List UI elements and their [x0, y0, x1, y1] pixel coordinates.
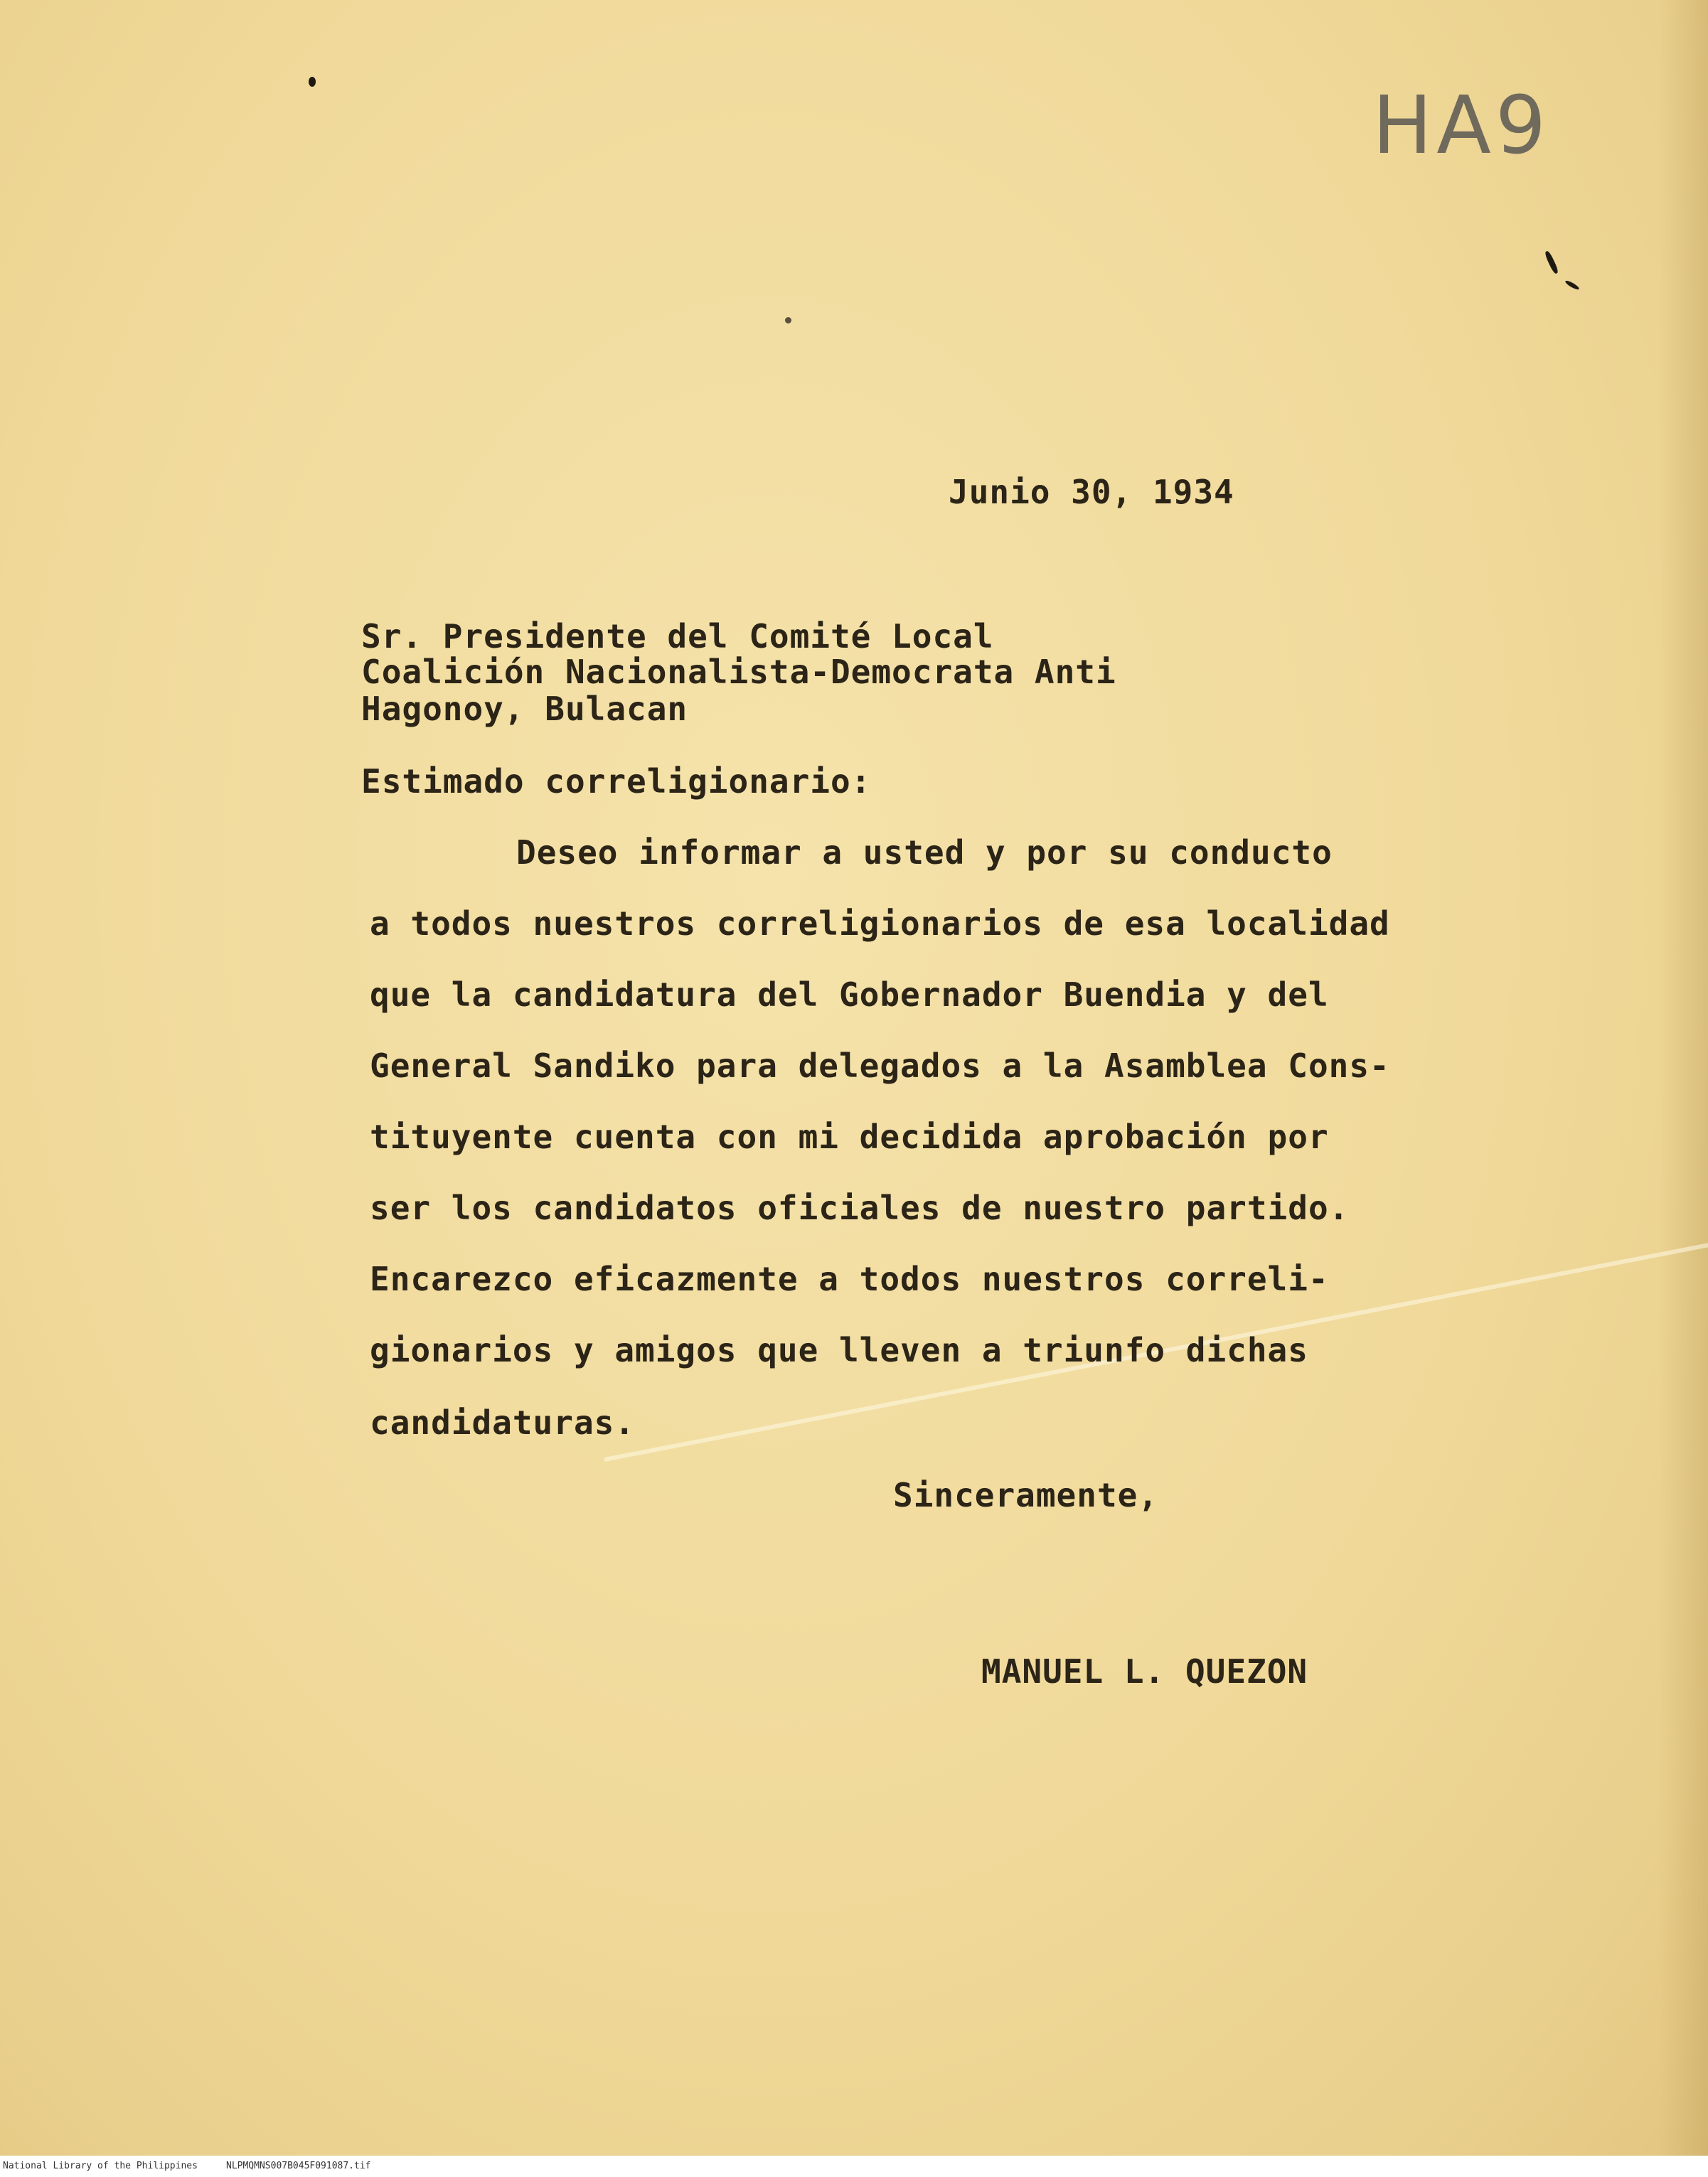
salutation: Estimado correligionario:: [361, 762, 872, 801]
closing: Sinceramente,: [893, 1476, 1159, 1514]
library-credit: National Library of the Philippines: [3, 2161, 198, 2171]
scan-filename: NLPMQMNS007B045F091087.tif: [226, 2161, 371, 2171]
ink-speck: [785, 317, 791, 323]
letter-date: Junio 30, 1934: [949, 473, 1234, 511]
body-line: Encarezco eficazmente a todos nuestros correli-: [370, 1260, 1329, 1298]
body-line: que la candidatura del Gobernador Buendia y del: [370, 975, 1329, 1014]
paper-edge-shadow: [1658, 0, 1708, 2177]
body-line: Deseo informar a usted y por su conducto: [516, 833, 1333, 872]
scan-footer: [0, 2156, 1708, 2177]
recipient-line-1: Sr. Presidente del Comité Local: [361, 617, 994, 656]
recipient-line-2: Coalición Nacionalista-Democrata Anti: [361, 653, 1116, 691]
ink-speck: [1564, 279, 1580, 291]
body-line: gionarios y amigos que lleven a triunfo dichas: [370, 1331, 1308, 1369]
handwritten-reference-mark: HA9: [1372, 80, 1551, 172]
body-line: tituyente cuenta con mi decidida aprobación por: [370, 1118, 1329, 1156]
body-line: General Sandiko para delegados a la Asamblea Cons-: [370, 1047, 1390, 1085]
signature-name: MANUEL L. QUEZON: [981, 1652, 1308, 1691]
body-line: ser los candidatos oficiales de nuestro partido.: [370, 1189, 1350, 1227]
body-line: candidaturas.: [370, 1403, 636, 1442]
recipient-line-3: Hagonoy, Bulacan: [361, 690, 688, 728]
ink-speck: [309, 77, 316, 87]
ink-speck: [1544, 250, 1559, 274]
body-line: a todos nuestros correligionarios de esa localidad: [370, 904, 1390, 943]
